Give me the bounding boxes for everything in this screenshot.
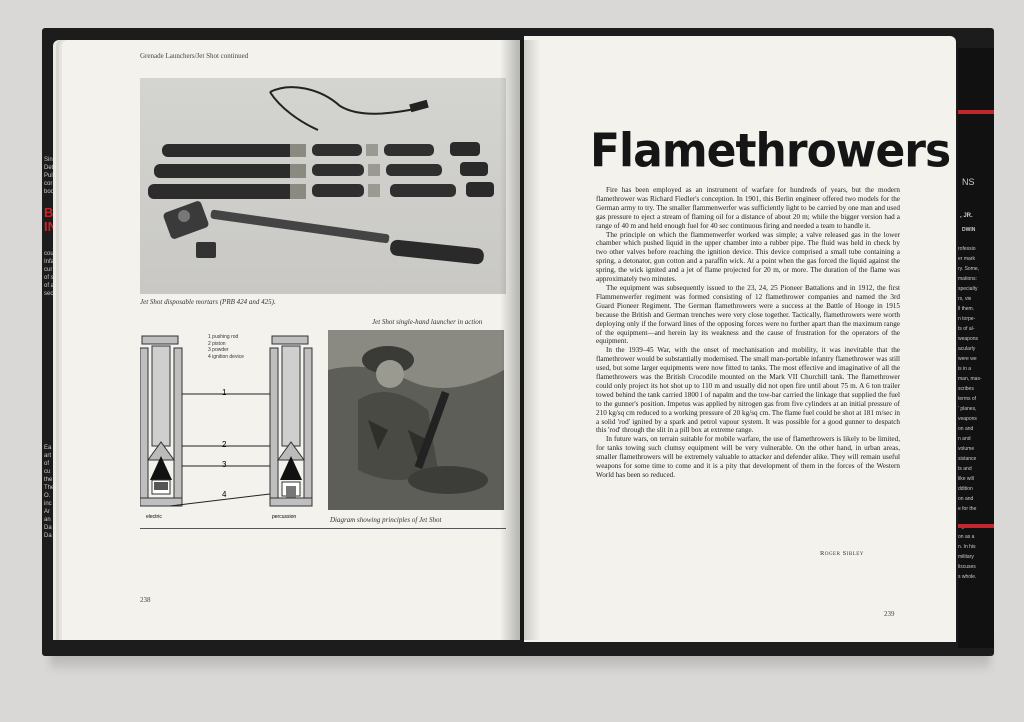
chapter-title: Flamethrowers: [590, 124, 951, 179]
left-cover-text-a: Sin Det Pul cor boo: [44, 157, 55, 195]
left-cover-text-b: cou Infa cur of s of a sec: [44, 251, 55, 297]
back-cover-text-mid: rofessio er mark ry. Some, mations: specialty rs, vie ll them. n torpe- ts of al- weapons acularly were we is in a man, mas-: [958, 246, 982, 382]
diagram-label-3: 3: [222, 460, 227, 469]
diagram-label-electric: electric: [146, 514, 162, 520]
left-cover-text-c: Ea art of cu the The O. inc Ar an Da Da: [44, 445, 55, 539]
running-header: Grenade Launchers/Jet Shot continued: [140, 52, 249, 60]
paragraph: In the 1939–45 War, with the onset of mechanisation and mobility, it was inevitable that the flamethrower would be substantially modernised. The small man-portable infantry flamethrower was still used, but some larger equipments were now fitted to tanks. The most effective and imaginative of all the flamethrowers was the British Crocodile mounted on the Mark VII Churchill tank. The flamethrower could only project its hot shot up to 110 m and usually did not open fire until about 75 m. A 6 ton trailer towed behind the tank carried 1800 l of napalm and the tow-bar carried the linkage that supplied the fuel to the gunner's position. Impetus was applied by nitrogen gas from five cylinders at an initial pressure of 210 kg/sq cm reduced to a working pressure of 20 kg/sq cm. The flame fuel could be shot at 181 m/sec in a solid 'rod' ignited by a spark and petrol vapour system. It was possible for a good gunner to despatch this 'rod' through the slit in a pill box at extreme range.: [596, 346, 900, 435]
caption-disposable-mortars: Jet Shot disposable mortars (PRB 424 and 425).: [140, 298, 276, 306]
back-cover-jr: , JR.: [960, 213, 973, 219]
page-number-right: 239: [884, 610, 895, 618]
diagram-legend: 1 pushing rod 2 piston 3 powder 4 ignition device: [208, 334, 244, 360]
diagram-label-percussion: percussion: [272, 514, 297, 520]
back-cover-text-low: scribes terms of ' planes, veapons on and n and volume sistance ts and like will ddition on and e for the: [958, 386, 977, 512]
diagram-label-2: 2: [222, 440, 227, 449]
photo-disposable-mortars: [140, 78, 506, 294]
back-cover-red-bar-top: [958, 110, 994, 114]
back-cover-dwin: DWIN: [962, 227, 976, 233]
paragraph: The equipment was subsequently issued to the 23, 24, 25 Pioneer Battalions and in 1912, the first Flammenwerfer regiment was formed consisting of 12 flamethrower companies and named the 3rd Guard Pioneer Regiment. The German flamethrowers were a success at the Battle of Hooge in 1915 because the British and German trenches were very close together. Tactically, flamethrowers were worth deploying only if the forward lines of the opposing forces were no further apart than the maximum range of the equipment—and herein lay its weakness and the cause of frustration for the operators of the equipment.: [596, 283, 900, 346]
left-cover-edge: [42, 140, 62, 590]
back-cover-text-end: on as a n. In his military liscuses s whole.: [958, 534, 977, 580]
author-name: Roger Sibley: [820, 550, 864, 557]
caption-single-hand-launcher: Jet Shot single-hand launcher in action: [372, 318, 483, 326]
back-cover-ns: NS: [962, 177, 975, 187]
article-body: [596, 186, 900, 480]
paragraph: In future wars, on terrain suitable for mobile warfare, the use of flamethrowers is likely to be limited, for tanks towing such clumsy equipment will be very vulnerable. On the other hand, in urban areas, smaller flamethrowers will be extremely valuable to attacker and defender alike. They will remain useful weapons for some time to come and it is a pity that development of them in the forces of the Western World has been so reduced.: [596, 435, 900, 479]
back-cover-red-bar-bottom: [958, 524, 994, 528]
jet-shot-diagram: [140, 330, 320, 528]
divider-rule: [140, 528, 506, 529]
soldier-illustration: [328, 330, 504, 510]
diagram-label-4: 4: [222, 490, 227, 499]
mortars-illustration: [140, 78, 506, 294]
photo-soldier-with-launcher: [328, 330, 504, 510]
back-cover-edge: [958, 48, 994, 648]
diagram-label-1: 1: [222, 388, 227, 397]
page-number-left: 238: [140, 596, 151, 604]
paragraph: The principle on which the flammenwerfer worked was simple; a valve released gas in the lower chamber which pushed liquid in the upper chamber into a rubber pipe. The fluid was held in check by two other valves before reaching the ignition device. This device comprised a small tube containing a spring, a detonator, gun cotton and a paraffin wick. At a point when the gas forced the liquid against the spring, the wick ignited and a jet of flame projected for 20 m, or more. The duration of the flame was approximately two minutes.: [596, 230, 900, 284]
caption-diagram: Diagram showing principles of Jet Shot: [330, 516, 442, 524]
left-cover-red-title: B IN: [44, 205, 57, 234]
paragraph: Fire has been employed as an instrument of warfare for hundreds of years, but the modern flamethrower was Richard Fiedler's conception. In 1901, this Berlin engineer offered two models for the German army to try. The smaller flammenwerfer was sufficiently light to be carried by one man and used gas pressure to eject a stream of flaming oil for a distance of about 20 m; while the bigger version had a range of 40 m and held enough fuel for 40 sec continuous firing and needed a team to handle it.: [596, 186, 900, 230]
